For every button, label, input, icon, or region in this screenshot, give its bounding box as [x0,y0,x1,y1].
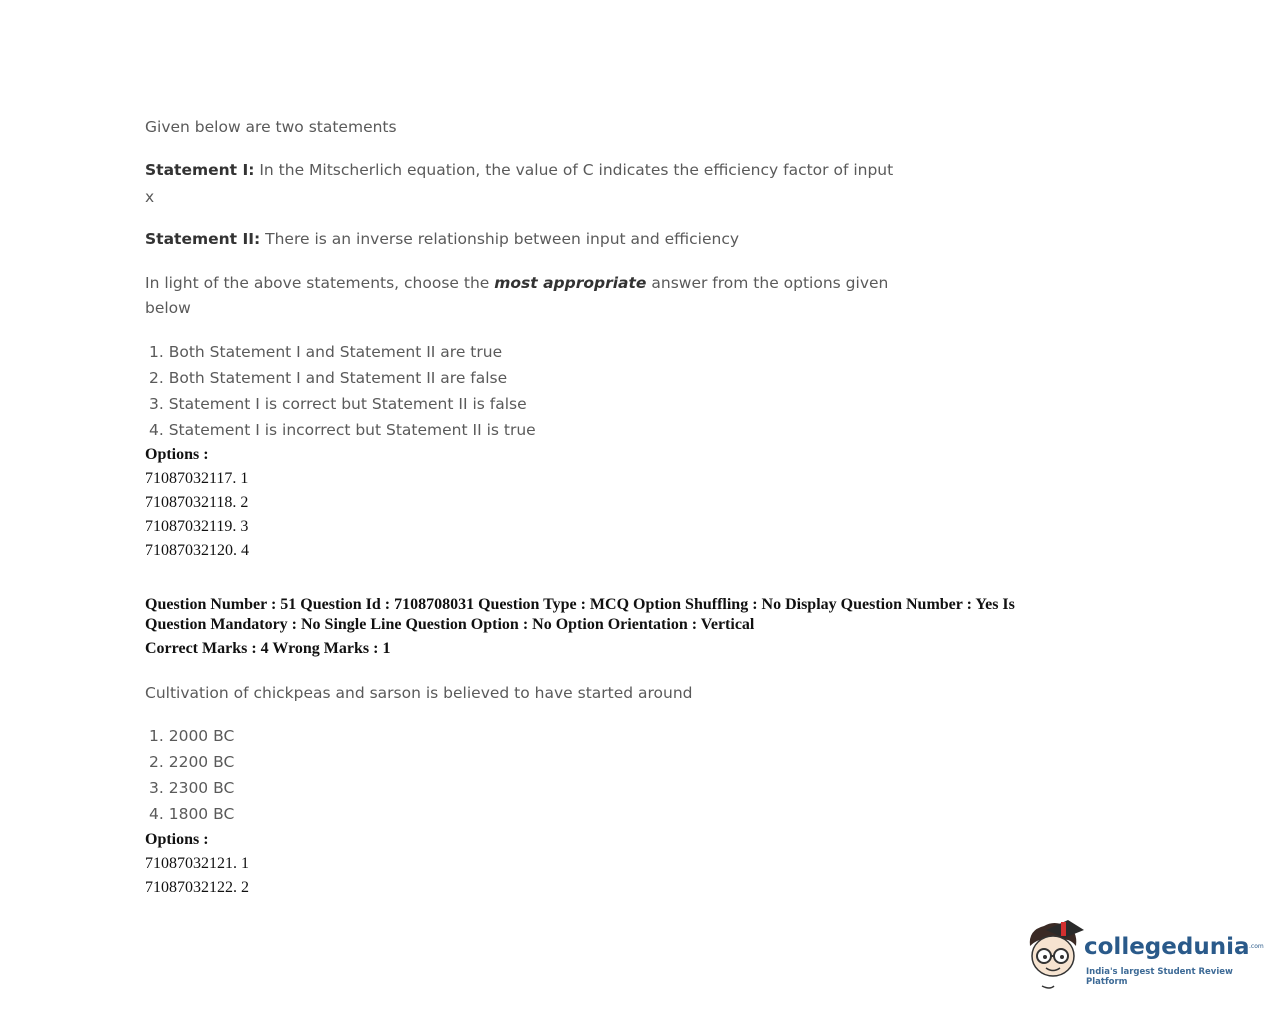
instruction-emphasis: most appropriate [494,274,647,292]
collegedunia-logo [1024,914,1264,994]
instruction [145,274,888,292]
q50-choice: 2. Both Statement I and Statement II are false [149,369,508,387]
instruction-post: answer from the options given [646,274,889,292]
q51-meta-line-2: Question Mandatory : No Single Line Question Option : No Option Orientation : Vertical [145,616,755,633]
statement-2-text: There is an inverse relationship between input and efficiency [260,230,740,248]
q50-option-id: 71087032120. 4 [145,542,249,559]
q51-meta-line-1: Question Number : 51 Question Id : 7108708031 Question Type : MCQ Option Shuffling : No Display Question Number : Yes Is [145,596,1015,613]
intro-text: Given below are two statements [145,118,397,136]
q50-choice: 1. Both Statement I and Statement II are true [149,343,503,361]
q51-choice: 1. 2000 BC [149,727,235,745]
q51-question: Cultivation of chickpeas and sarson is believed to have started around [145,684,693,702]
statement-1 [145,161,893,179]
logo-suffix: .com [1249,943,1264,950]
statement-1-label: Statement I: [145,161,255,179]
q51-marks: Correct Marks : 4 Wrong Marks : 1 [145,640,391,657]
q51-choice: 4. 1800 BC [149,805,235,823]
q51-options-label: Options : [145,831,209,848]
instruction-continuation: below [145,299,191,317]
q50-options-label: Options : [145,446,209,463]
q50-choice: 3. Statement I is correct but Statement II is false [149,395,527,413]
q50-option-id: 71087032118. 2 [145,494,249,511]
q51-option-id: 71087032122. 2 [145,879,249,896]
q50-choice: 4. Statement I is incorrect but Statement II is true [149,421,536,439]
mascot-icon [1024,916,1086,992]
logo-tagline: India's largest Student Review Platform [1086,967,1233,987]
q51-option-id: 71087032121. 1 [145,855,249,872]
q51-choice: 2. 2200 BC [149,753,235,771]
statement-2 [145,230,739,248]
statement-2-label: Statement II: [145,230,261,248]
q50-option-id: 71087032117. 1 [145,470,249,487]
statement-1-continuation: x [145,188,155,206]
logo-wordmark: collegedunia [1084,934,1250,960]
statement-1-text: In the Mitscherlich equation, the value of C indicates the efficiency factor of input [254,161,894,179]
instruction-pre: In light of the above statements, choose the [145,274,495,292]
q50-option-id: 71087032119. 3 [145,518,249,535]
q51-choice: 3. 2300 BC [149,779,235,797]
